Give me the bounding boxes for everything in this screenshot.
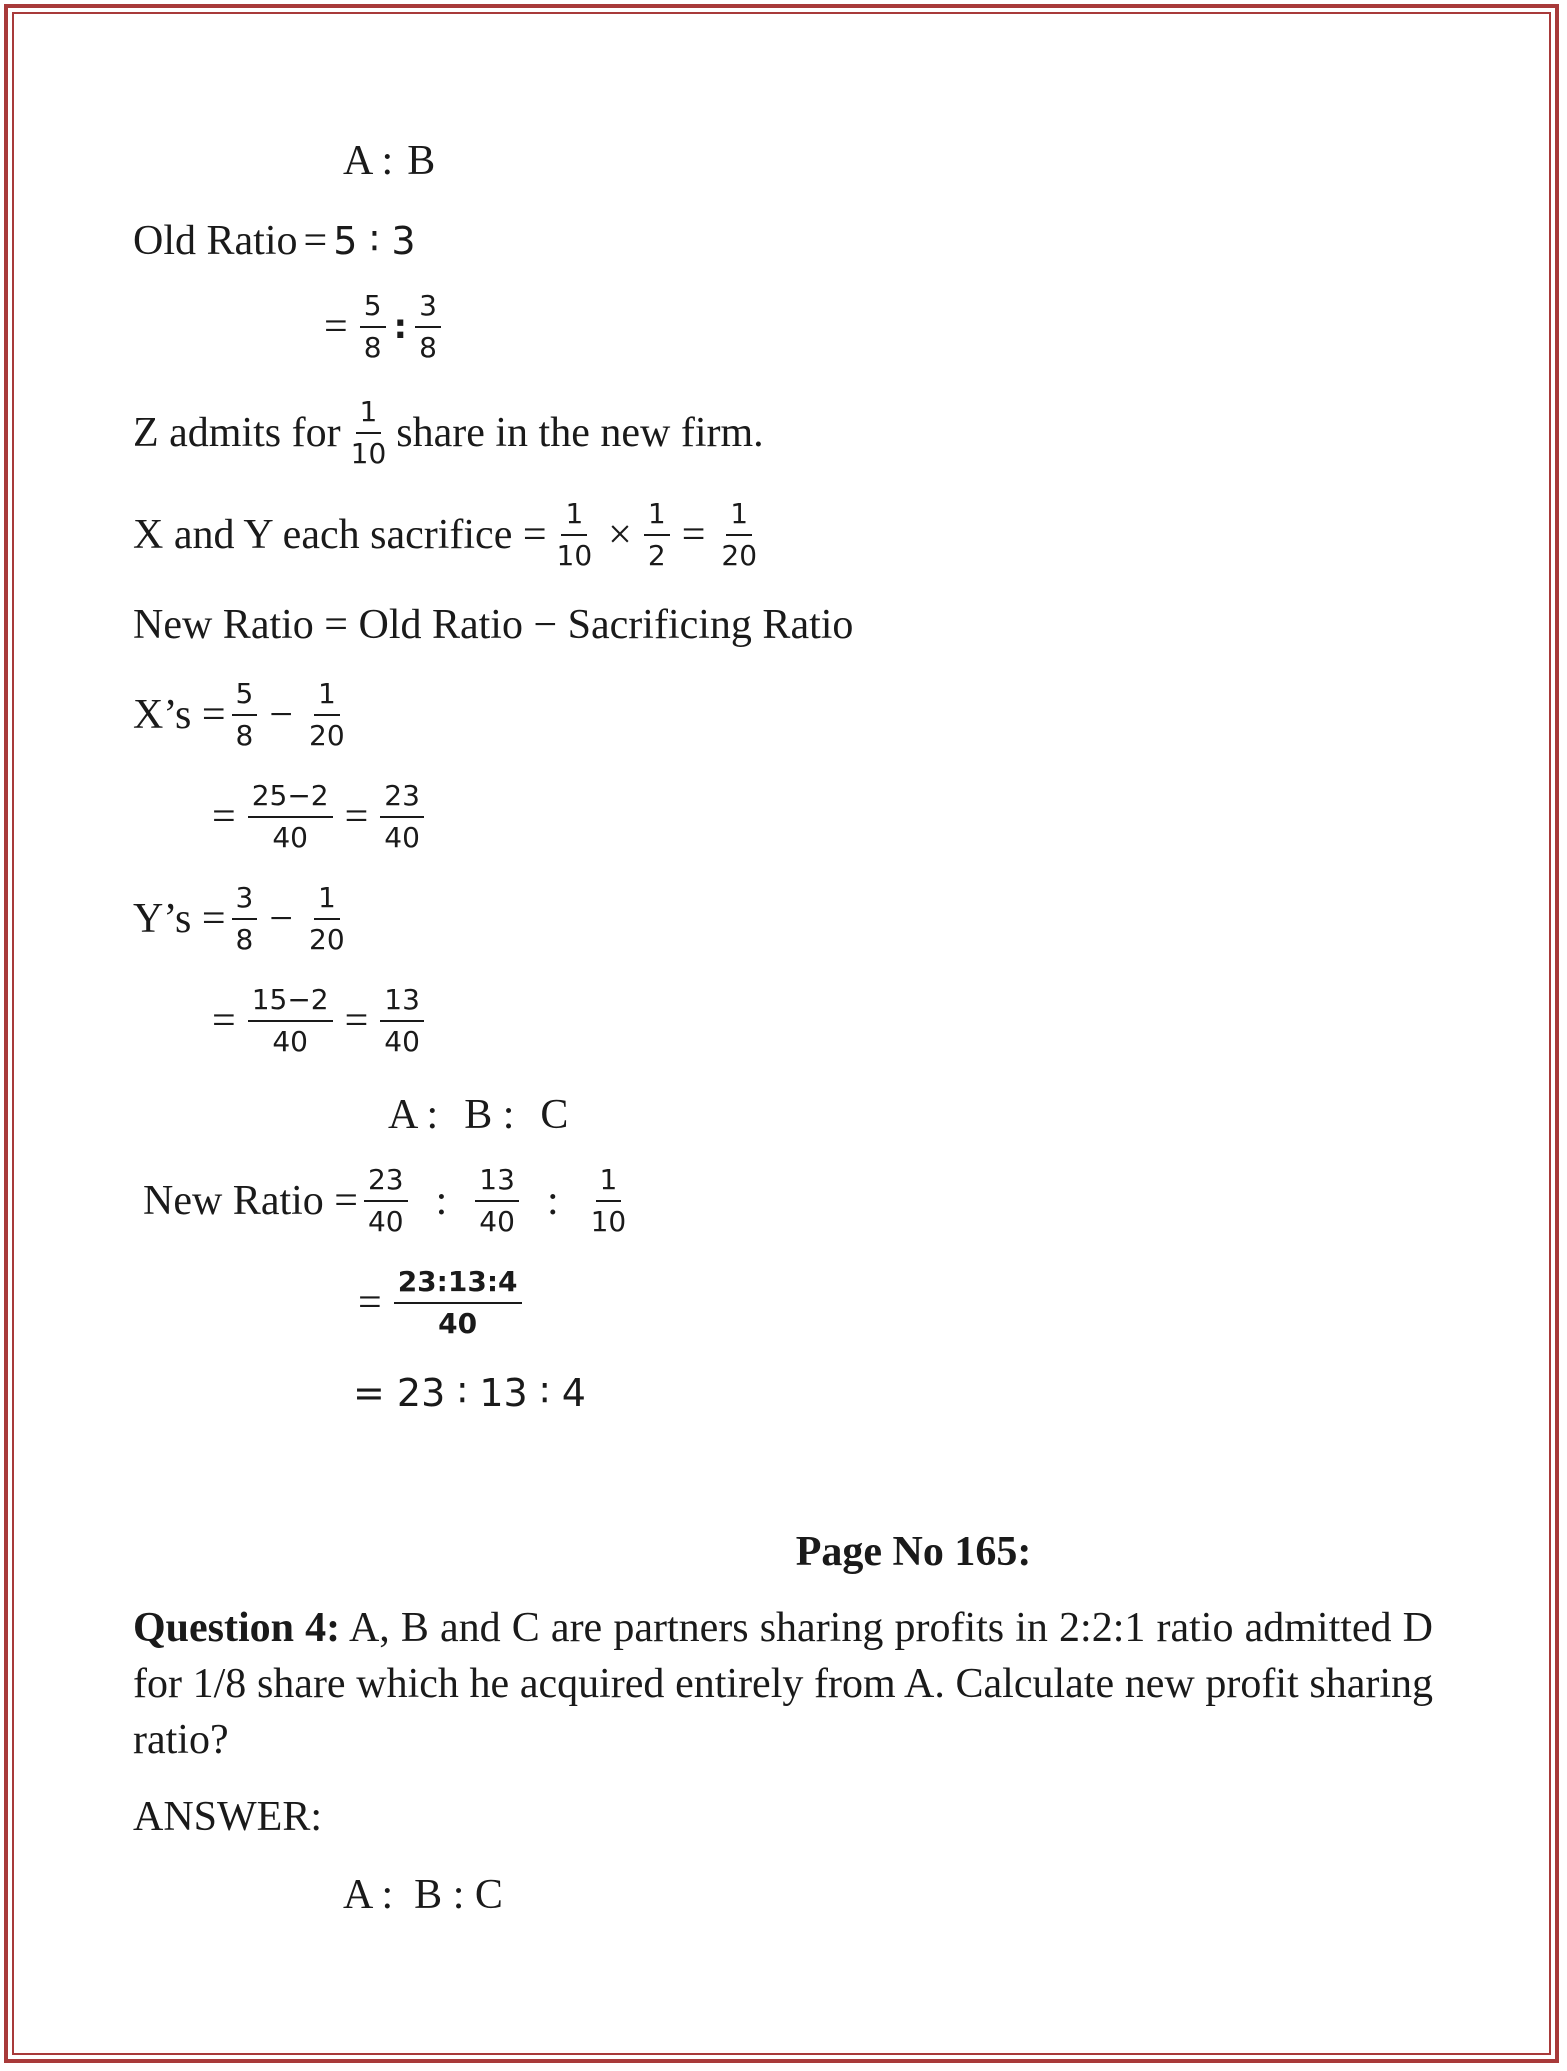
denominator: 8 xyxy=(363,331,382,364)
denominator: 40 xyxy=(384,1025,420,1058)
fraction xyxy=(305,677,349,752)
question-label: Question 4: xyxy=(133,1605,341,1651)
new-ratio-formula: New Ratio = Old Ratio − Sacrificing Ratio xyxy=(133,602,854,648)
header-b: B : xyxy=(464,1092,515,1138)
x-result-line xyxy=(206,779,430,854)
equals-sign: = xyxy=(681,512,706,558)
denominator: 8 xyxy=(419,331,437,364)
denominator: 40 xyxy=(384,821,420,854)
numerator: 3 xyxy=(232,884,258,920)
numerator: 15−2 xyxy=(248,986,333,1022)
denominator: 20 xyxy=(309,923,345,956)
answer-label: ANSWER: xyxy=(133,1794,322,1840)
denominator: 40 xyxy=(272,1025,308,1058)
sacrifice-line xyxy=(133,497,767,572)
fraction xyxy=(305,881,349,956)
numerator: 1 xyxy=(314,884,340,920)
fraction xyxy=(248,779,333,854)
new-ratio-label: New Ratio = xyxy=(143,1178,358,1224)
equals-sign: = xyxy=(344,794,369,840)
header-a: A : xyxy=(343,138,394,184)
numerator: 1 xyxy=(596,1166,622,1202)
denominator: 40 xyxy=(367,1205,404,1238)
numerator: 1 xyxy=(726,500,752,536)
fraction xyxy=(587,1163,631,1238)
sacrifice-label: X and Y each sacrifice = xyxy=(133,512,547,558)
y-share-label: Y’s = xyxy=(133,896,226,942)
page-number-heading: Page No 165: xyxy=(795,1529,1032,1575)
fraction xyxy=(248,983,333,1058)
denominator: 10 xyxy=(350,437,387,470)
answer-ratio-header: A : B : C xyxy=(343,1872,503,1918)
numerator: 1 xyxy=(644,500,670,536)
denominator: 10 xyxy=(556,539,593,572)
fraction xyxy=(364,1163,408,1238)
numerator: 5 xyxy=(232,680,258,716)
ratio-header-ab xyxy=(343,140,435,182)
old-ratio-line xyxy=(133,220,416,262)
equals-sign: = xyxy=(358,1280,382,1326)
denominator: 8 xyxy=(235,719,254,752)
fraction xyxy=(415,289,441,364)
final-ratio: = 23 ∶ 13 ∶ 4 xyxy=(353,1371,586,1415)
denominator: 10 xyxy=(590,1205,627,1238)
ratio-separator: : xyxy=(546,1178,559,1224)
denominator: 40 xyxy=(479,1205,515,1238)
y-share-line xyxy=(133,881,355,956)
minus-sign: − xyxy=(269,896,294,942)
z-admits-text: Z admits for xyxy=(133,410,341,456)
numerator: 23 xyxy=(380,782,424,818)
x-share-label: X’s = xyxy=(133,692,226,738)
header-a: A : xyxy=(388,1092,439,1138)
numerator: 13 xyxy=(380,986,424,1022)
numerator: 23:13:4 xyxy=(394,1268,522,1304)
z-admits-line xyxy=(133,395,764,470)
times-sign: × xyxy=(608,512,632,558)
numerator: 5 xyxy=(360,292,386,328)
question-paragraph xyxy=(133,1600,1433,1768)
numerator: 13 xyxy=(475,1166,519,1202)
fraction xyxy=(394,1265,522,1340)
denominator: 20 xyxy=(309,719,345,752)
equals-sign: = xyxy=(344,998,369,1044)
denominator: 40 xyxy=(272,821,308,854)
numerator: 1 xyxy=(314,680,340,716)
old-ratio-eq: = xyxy=(303,218,328,264)
minus-sign: − xyxy=(269,692,294,738)
ratio-header-abc xyxy=(388,1094,568,1136)
fraction xyxy=(347,395,391,470)
y-result-line xyxy=(206,983,430,1058)
ratio-separator: : xyxy=(435,1178,448,1224)
fraction xyxy=(232,881,258,956)
header-b: B xyxy=(407,138,436,184)
new-ratio-combined-line xyxy=(352,1265,528,1340)
old-ratio-label: Old Ratio xyxy=(133,218,298,264)
fraction xyxy=(232,677,258,752)
denominator: 20 xyxy=(721,539,758,572)
numerator: 1 xyxy=(356,398,382,434)
x-share-line xyxy=(133,677,355,752)
new-ratio-line xyxy=(143,1163,636,1238)
z-admits-suffix: share in the new firm. xyxy=(396,410,764,456)
numerator: 23 xyxy=(364,1166,408,1202)
fraction xyxy=(717,497,761,572)
question-text: A, B and C are partners sharing profits in 2:2:1 ratio admitted D for 1/8 share which he acquired entirely from A. Calculate new profit sharing ratio? xyxy=(133,1605,1434,1763)
numerator: 1 xyxy=(561,500,587,536)
denominator: 2 xyxy=(647,539,666,572)
fraction xyxy=(360,289,386,364)
equals-sign: = xyxy=(212,794,236,840)
denominator: 8 xyxy=(235,923,254,956)
old-ratio-fraction-line xyxy=(318,289,447,364)
numerator: 25−2 xyxy=(248,782,333,818)
numerator: 3 xyxy=(415,292,441,328)
header-c: C xyxy=(540,1092,569,1138)
fraction xyxy=(475,1163,519,1238)
ratio-separator: : xyxy=(393,307,408,347)
denominator: 40 xyxy=(438,1307,478,1340)
equals-sign: = xyxy=(324,304,348,350)
equals-sign: = xyxy=(212,998,236,1044)
fraction xyxy=(380,779,424,854)
fraction xyxy=(644,497,670,572)
fraction xyxy=(380,983,424,1058)
fraction xyxy=(553,497,597,572)
old-ratio-value: 5 ∶ 3 xyxy=(333,219,416,263)
